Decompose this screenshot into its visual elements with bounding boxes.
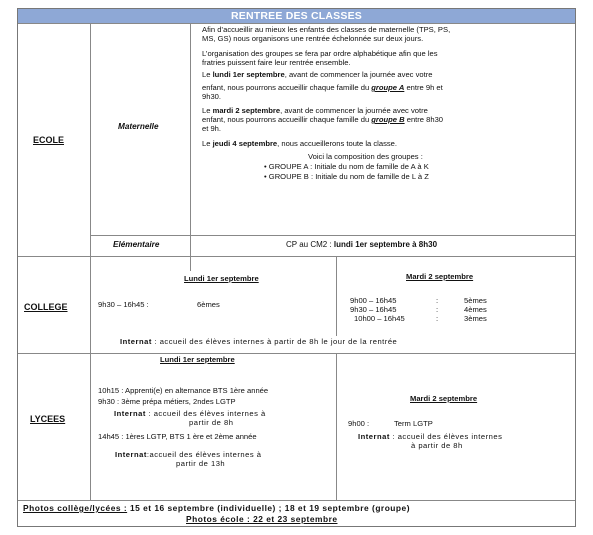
lycees-line: 14h45 : 1ères LGTP, BTS 1 ère et 2ème année bbox=[98, 432, 257, 441]
college-internat: Internat : accueil des élèves internes à partir de 8h le jour de la rentrée bbox=[120, 337, 398, 346]
divider bbox=[18, 256, 575, 257]
maternelle-text: enfant, nous pourrons accueillir chaque famille du groupe A entre 9h et bbox=[202, 83, 443, 92]
college-mardi-heading: Mardi 2 septembre bbox=[406, 272, 474, 281]
lycees-line: 10h15 : Apprenti(e) en alternance BTS 1ère année bbox=[98, 386, 269, 395]
maternelle-text: Afin d’accueillir au mieux les enfants des classes de maternelle (TPS, PS, bbox=[202, 25, 451, 34]
lycees-mardi-internat: à partir de 8h bbox=[411, 441, 463, 450]
photos-college-lycees: Photos collège/lycées : 15 et 16 septembre (individuelle) ; 18 et 19 septembre (groupe) bbox=[23, 503, 410, 513]
maternelle-text: Le jeudi 4 septembre, nous accueillerons toute la classe. bbox=[202, 139, 398, 148]
group-b-item: • GROUPE B : Initiale du nom de famille de L à Z bbox=[264, 172, 429, 181]
divider bbox=[18, 353, 575, 354]
maternelle-text: et 9h. bbox=[202, 124, 221, 133]
maternelle-text: fratries puissent faire leur rentrée ensemble. bbox=[202, 58, 351, 67]
maternelle-text: Le lundi 1er septembre, avant de commencer la journée avec votre bbox=[202, 70, 433, 79]
ecole-label: ECOLE bbox=[33, 135, 65, 145]
divider bbox=[90, 353, 91, 500]
group-a-item: • GROUPE A : Initiale du nom de famille de A à K bbox=[264, 162, 429, 171]
college-row-time: 9h30 – 16h45 bbox=[350, 305, 397, 314]
college-row-time: 10h00 – 16h45 bbox=[354, 314, 405, 323]
page-title: RENTREE DES CLASSES bbox=[18, 9, 575, 23]
college-lundi-heading: Lundi 1er septembre bbox=[184, 274, 259, 283]
divider bbox=[18, 23, 575, 24]
maternelle-text: enfant, nous pourrons accueillir chaque famille du groupe B entre 8h30 bbox=[202, 115, 444, 124]
lycees-mardi-internat: Internat : accueil des élèves internes bbox=[358, 432, 503, 441]
lycees-internat: Internat:accueil des élèves internes à bbox=[115, 450, 262, 459]
maternelle-text: 9h30. bbox=[202, 92, 222, 101]
maternelle-text: L’organisation des groupes se fera par ordre alphabétique afin que les bbox=[202, 49, 438, 58]
document-sheet bbox=[17, 8, 576, 527]
maternelle-text: Le mardi 2 septembre, avant de commencer la journée avec votre bbox=[202, 106, 428, 115]
lycees-mardi-class: Term LGTP bbox=[394, 419, 433, 428]
divider bbox=[90, 256, 91, 353]
college-label: COLLEGE bbox=[24, 302, 68, 312]
divider bbox=[90, 235, 575, 236]
divider bbox=[190, 23, 191, 271]
bullet-icon: • bbox=[264, 162, 269, 171]
college-row-class: 5èmes bbox=[464, 296, 487, 305]
bullet-icon: • bbox=[264, 172, 269, 181]
divider bbox=[336, 353, 337, 500]
lycees-mardi-time: 9h00 : bbox=[348, 419, 370, 428]
elementaire-text: CP au CM2 : lundi 1er septembre à 8h30 bbox=[286, 240, 438, 249]
college-lundi-time: 9h30 – 16h45 : bbox=[98, 300, 149, 309]
college-row-sep: : bbox=[436, 296, 439, 305]
college-row-sep: : bbox=[436, 305, 439, 314]
college-row-sep: : bbox=[436, 314, 439, 323]
college-row-class: 3èmes bbox=[464, 314, 487, 323]
maternelle-text: MS, GS) nous organisons une rentrée échelonnée sur deux jours. bbox=[202, 34, 424, 43]
maternelle-label: Maternelle bbox=[118, 122, 159, 131]
photos-ecole: Photos école : 22 et 23 septembre bbox=[186, 514, 338, 524]
divider bbox=[336, 256, 337, 336]
lycees-internat: Internat : accueil des élèves internes à bbox=[114, 409, 266, 418]
lycees-line: 9h30 : 3ème prépa métiers, 2ndes LGTP bbox=[98, 397, 236, 406]
divider bbox=[90, 23, 91, 271]
lycees-internat: partir de 13h bbox=[176, 459, 226, 468]
college-row-class: 4èmes bbox=[464, 305, 487, 314]
lycees-mardi-heading: Mardi 2 septembre bbox=[410, 394, 478, 403]
divider bbox=[18, 500, 575, 501]
lycees-internat: partir de 8h bbox=[189, 418, 234, 427]
lycees-label: LYCEES bbox=[30, 414, 66, 424]
college-row-time: 9h00 – 16h45 bbox=[350, 296, 397, 305]
college-lundi-class: 6èmes bbox=[197, 300, 220, 309]
lycees-lundi-heading: Lundi 1er septembre bbox=[160, 355, 235, 364]
groups-intro: Voici la composition des groupes : bbox=[308, 152, 423, 161]
elementaire-label: Elémentaire bbox=[113, 240, 160, 249]
